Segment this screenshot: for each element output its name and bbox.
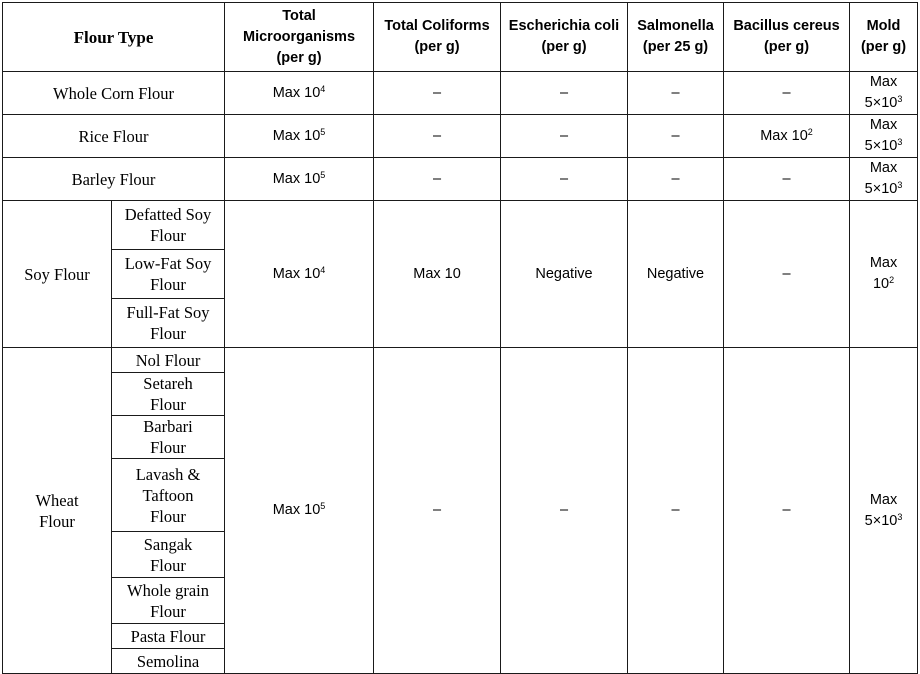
ecoli-value: – xyxy=(501,72,628,115)
total-microorganisms-value: Max $10^4$ xyxy=(225,201,374,348)
flour-name: Barley Flour xyxy=(3,158,225,201)
coliforms-value: – xyxy=(374,115,501,158)
flour-subtype: Barbari Flour xyxy=(112,416,225,459)
flour-subtype: Low-Fat Soy Flour xyxy=(112,250,225,299)
flour-subtype: Nol Flour xyxy=(112,348,225,373)
total-microorganisms-value: Max $10^5$ xyxy=(225,115,374,158)
total-microorganisms-value: Max $10^5$ xyxy=(225,348,374,674)
ecoli-value: – xyxy=(501,158,628,201)
flour-subtype: Pasta Flour xyxy=(112,624,225,649)
bacillus-value: – xyxy=(724,348,850,674)
flour-subtype: Setareh Flour xyxy=(112,373,225,416)
mold-value: Max $5\times 10^3$ xyxy=(850,72,918,115)
salmonella-value: Negative xyxy=(628,201,724,348)
header-total-coliforms: Total Coliforms (per g) xyxy=(374,3,501,72)
bacillus-value: – xyxy=(724,72,850,115)
bacillus-value: – xyxy=(724,201,850,348)
salmonella-value: – xyxy=(628,158,724,201)
flour-group-name: Soy Flour xyxy=(3,201,112,348)
table-row-rice xyxy=(3,115,918,158)
flour-subtype: Sangak Flour xyxy=(112,532,225,578)
flour-subtype: Full-Fat Soy Flour xyxy=(112,299,225,348)
header-bacillus-cereus: Bacillus cereus (per g) xyxy=(724,3,850,72)
ecoli-value: – xyxy=(501,115,628,158)
ecoli-value: – xyxy=(501,348,628,674)
flour-subtype: Semolina xyxy=(112,649,225,674)
coliforms-value: Max 10 xyxy=(374,201,501,348)
ecoli-value: Negative xyxy=(501,201,628,348)
mold-value: Max $10^2$ xyxy=(850,201,918,348)
coliforms-value: – xyxy=(374,72,501,115)
flour-subtype: Lavash & Taftoon Flour xyxy=(112,459,225,532)
flour-group-name: Wheat Flour xyxy=(3,348,112,674)
total-microorganisms-value: Max $10^4$ xyxy=(225,72,374,115)
table-row-soy xyxy=(3,201,918,250)
flour-name: Rice Flour xyxy=(3,115,225,158)
salmonella-value: – xyxy=(628,348,724,674)
header-flour-type: Flour Type xyxy=(3,3,225,72)
coliforms-value: – xyxy=(374,158,501,201)
flour-subtype: Defatted Soy Flour xyxy=(112,201,225,250)
table-row-whole-corn xyxy=(3,72,918,115)
bacillus-value: – xyxy=(724,158,850,201)
flour-name: Whole Corn Flour xyxy=(3,72,225,115)
salmonella-value: – xyxy=(628,72,724,115)
salmonella-value: – xyxy=(628,115,724,158)
bacillus-value: Max $10^2$ xyxy=(724,115,850,158)
mold-value: Max $5\times 10^3$ xyxy=(850,348,918,674)
coliforms-value: – xyxy=(374,348,501,674)
header-mold: Mold (per g) xyxy=(850,3,918,72)
flour-subtype: Whole grain Flour xyxy=(112,578,225,624)
mold-value: Max $5\times 10^3$ xyxy=(850,115,918,158)
header-salmonella: Salmonella (per 25 g) xyxy=(628,3,724,72)
table-row-barley xyxy=(3,158,918,201)
table-row-wheat xyxy=(3,348,918,373)
total-microorganisms-value: Max $10^5$ xyxy=(225,158,374,201)
flour-microbial-limits-table xyxy=(2,2,918,674)
header-row xyxy=(3,3,918,72)
header-total-microorganisms: Total Microorganisms (per g) xyxy=(225,3,374,72)
mold-value: Max $5\times 10^3$ xyxy=(850,158,918,201)
header-escherichia-coli: Escherichia coli (per g) xyxy=(501,3,628,72)
